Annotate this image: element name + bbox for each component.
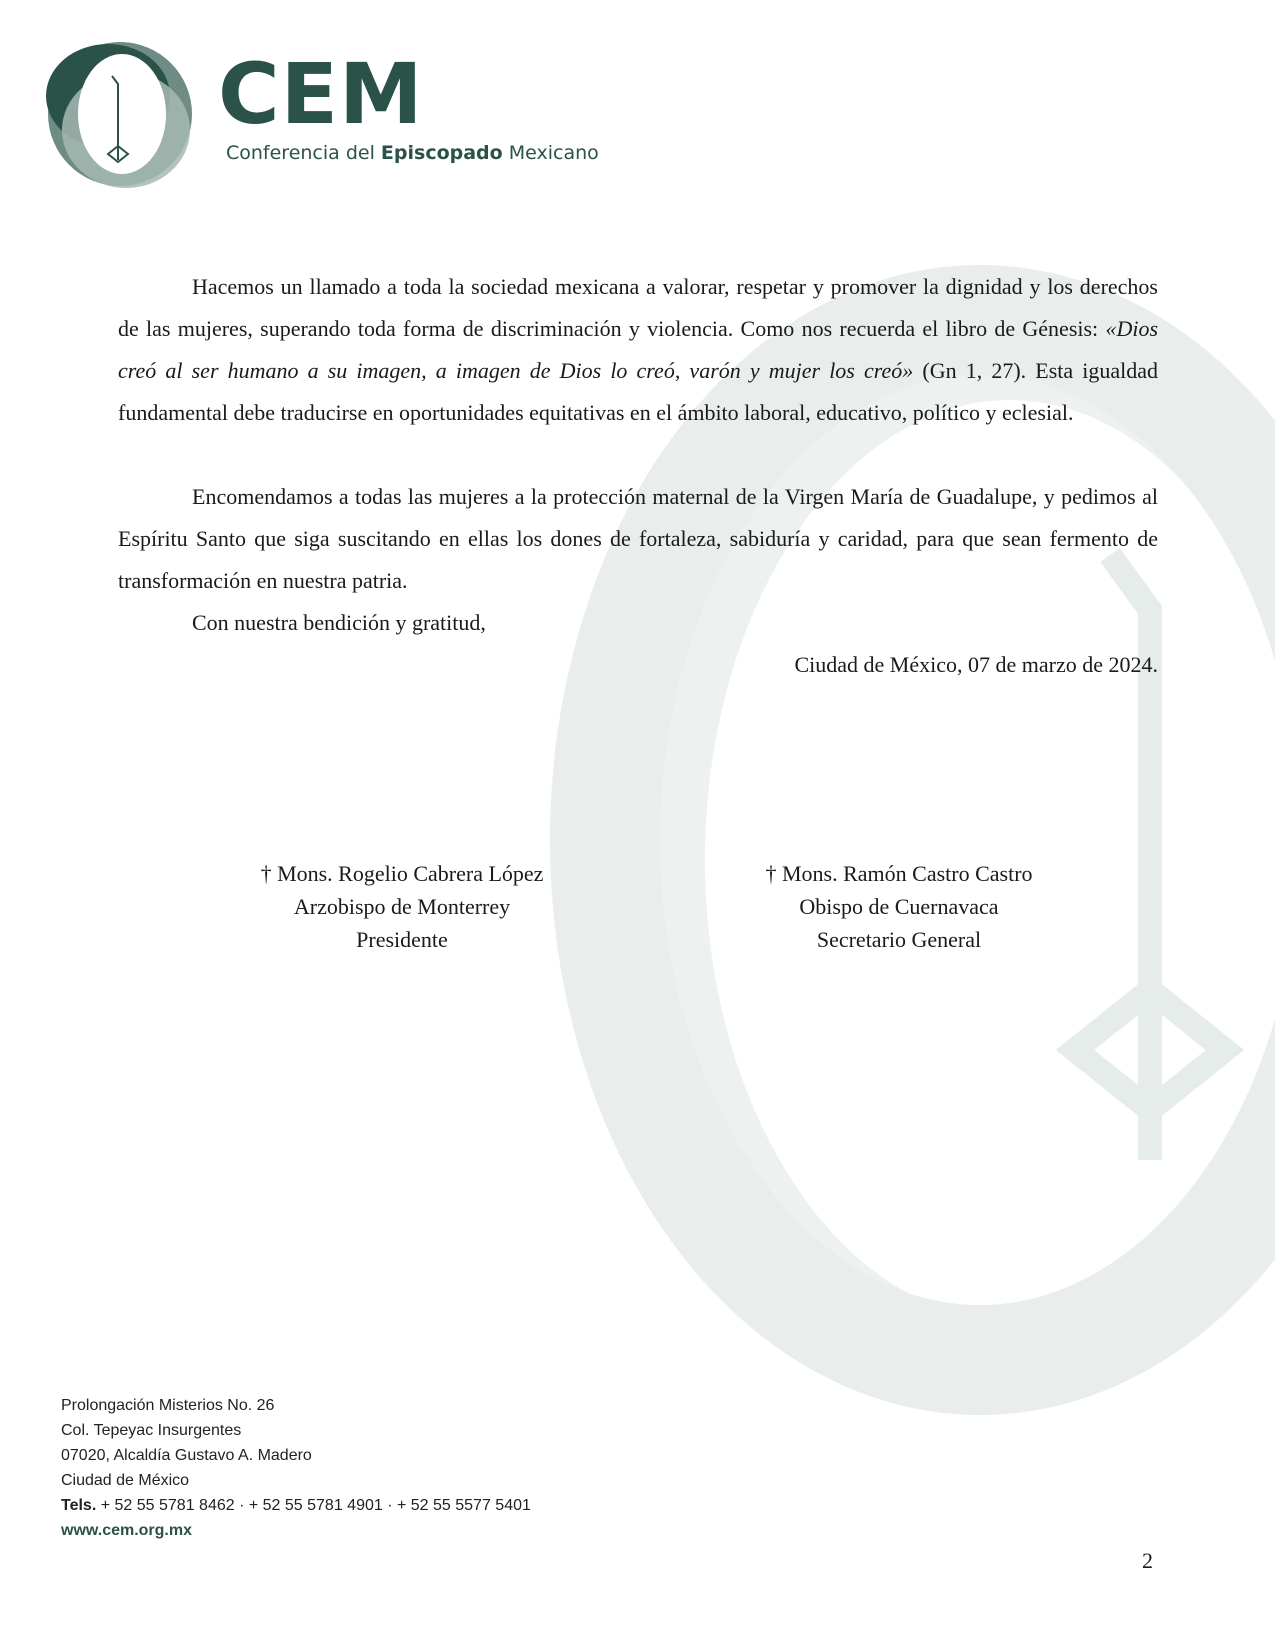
closing-line: Con nuestra bendición y gratitud, (192, 610, 486, 635)
brand-subtitle-part: Mexicano (502, 142, 599, 164)
paragraph-2: Encomendamos a todas las mujeres a la protección maternal de la Virgen María de Guadalupe, y pedimos al Espíritu Santo que siga suscitando en ellas los dones de fortaleza, sabiduría y caridad, para que sean fermento de transformación en nuestra patria. (118, 484, 1158, 593)
footer-phones (61, 1493, 531, 1518)
brand-subtitle-part: Conferencia del (226, 142, 381, 164)
signature-block-2 (689, 857, 1109, 956)
brand-block (218, 45, 599, 164)
page-number: 2 (1142, 1548, 1153, 1573)
phone-numbers: + 52 55 5781 8462 · + 52 55 5781 4901 · + 52 55 5577 5401 (96, 1497, 531, 1514)
signer-name: † Mons. Rogelio Cabrera López (260, 861, 544, 886)
footer-address-line: Ciudad de México (61, 1472, 190, 1489)
footer-address-line: Prolongación Misterios No. 26 (61, 1397, 275, 1414)
phones-label: Tels. (61, 1497, 97, 1514)
website-link[interactable]: www.cem.org.mx (61, 1522, 192, 1539)
paragraph-1 (118, 266, 1158, 434)
brand-subtitle-bold: Episcopado (380, 142, 503, 164)
genesis-quote: «Dios creó al ser humano a su imagen, a imagen de Dios lo creó, varón y mujer los creó» (118, 316, 1158, 383)
signer-title: Arzobispo de Monterrey (293, 894, 511, 919)
signer-role: Secretario General (816, 927, 982, 952)
paragraph-text: Hacemos un llamado a toda la sociedad mexicana a valorar, respetar y promover la dignidad y los derechos de las mujeres, superando toda forma de discriminación y violencia. Como nos recuerda el libro de Génesis: (118, 274, 1158, 341)
letter-body (118, 266, 1158, 686)
signature-block-1 (192, 857, 612, 956)
brand-name: CEM (218, 45, 424, 143)
letter-date: Ciudad de México, 07 de marzo de 2024. (794, 652, 1158, 677)
footer-address-line: Col. Tepeyac Insurgentes (61, 1422, 242, 1439)
signer-name: † Mons. Ramón Castro Castro (765, 861, 1033, 886)
footer-contact (61, 1393, 531, 1543)
signer-title: Obispo de Cuernavaca (799, 894, 999, 919)
paragraph-text: (Gn 1, 27). Esta igualdad fundamental debe traducirse en oportunidades equitativas en el ámbito laboral, educativo, político y eclesial. (118, 358, 1159, 425)
footer-address-line: 07020, Alcaldía Gustavo A. Madero (61, 1447, 312, 1464)
cem-logo-icon (40, 38, 200, 198)
brand-subtitle (226, 142, 599, 164)
signer-role: Presidente (356, 927, 448, 952)
